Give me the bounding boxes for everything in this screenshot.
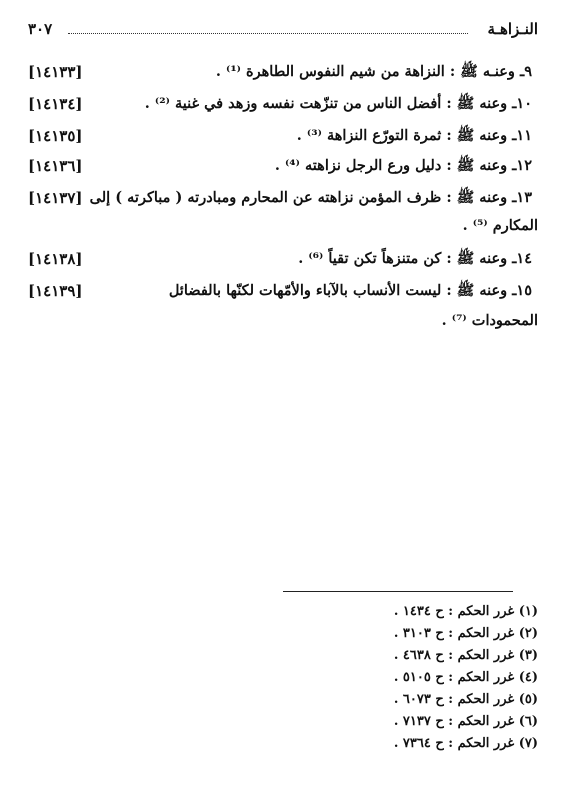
chapter-title: النـزاهـة xyxy=(484,20,538,38)
entry-text: ١١ـ وعنه ﷺ : ثمرة التورّع النزاهة ⁽³⁾ . xyxy=(296,127,532,144)
entry-text: ٩ـ وعنـه ﷺ : النزاهة من شيم النفوس الطاهرة ⁽¹⁾ . xyxy=(215,63,532,80)
entry-number: [١٤١٣٥] xyxy=(28,127,83,145)
entry-number: [١٤١٣٩] xyxy=(28,282,83,300)
footnote: (٢) غرر الحكم : ح ٣١٠٣ . xyxy=(393,626,538,641)
entry-number: [١٤١٣٦] xyxy=(28,157,83,175)
entry-text: ١٤ـ وعنه ﷺ : كن متنزهاً تكن تقياً ⁽⁶⁾ . xyxy=(298,250,532,267)
hadith-entry xyxy=(28,281,538,341)
hadith-entry xyxy=(28,126,538,146)
entry-number: [١٤١٣٤] xyxy=(28,95,83,113)
footnote: (١) غرر الحكم : ح ١٤٣٤ . xyxy=(393,604,538,619)
footnote-separator xyxy=(283,591,513,592)
entry-text: ١٥ـ وعنه ﷺ : ليست الأنساب بالآباء والأمّهات لكنّها بالفضائل xyxy=(168,282,532,299)
footnote: (٣) غرر الحكم : ح ٤٦٣٨ . xyxy=(393,648,538,663)
footnote: (٤) غرر الحكم : ح ٥١٠٥ . xyxy=(393,670,538,685)
entry-number: [١٤١٣٧] xyxy=(28,189,83,207)
leader-dots xyxy=(68,33,468,34)
footnote: (٧) غرر الحكم : ح ٧٣٦٤ . xyxy=(393,736,538,751)
hadith-entry xyxy=(28,62,538,82)
hadith-entry xyxy=(28,94,538,114)
footnote: (٥) غرر الحكم : ح ٦٠٧٣ . xyxy=(393,692,538,707)
hadith-entry xyxy=(28,156,538,176)
entry-continuation: المكارم ⁽⁵⁾ . xyxy=(462,217,538,234)
entry-number: [١٤١٣٣] xyxy=(28,63,83,81)
running-header xyxy=(28,20,538,42)
entry-number: [١٤١٣٨] xyxy=(28,250,83,268)
page-number: ٣٠٧ xyxy=(28,20,56,38)
footnote: (٦) غرر الحكم : ح ٧١٣٧ . xyxy=(393,714,538,729)
hadith-entry xyxy=(28,249,538,269)
entry-text: ١٢ـ وعنه ﷺ : دليل ورع الرجل نزاهته ⁽⁴⁾ . xyxy=(274,157,532,174)
entry-continuation: المحمودات ⁽⁷⁾ . xyxy=(441,312,538,329)
entry-text: ١٣ـ وعنه ﷺ : ظرف المؤمن نزاهته عن المحارم ومبادرته ( مباكرته ) إلى xyxy=(89,189,532,206)
hadith-entry xyxy=(28,188,538,248)
entry-text: ١٠ـ وعنه ﷺ : أفضل الناس من تنزّهت نفسه وزهد في غنية ⁽²⁾ . xyxy=(144,95,532,112)
